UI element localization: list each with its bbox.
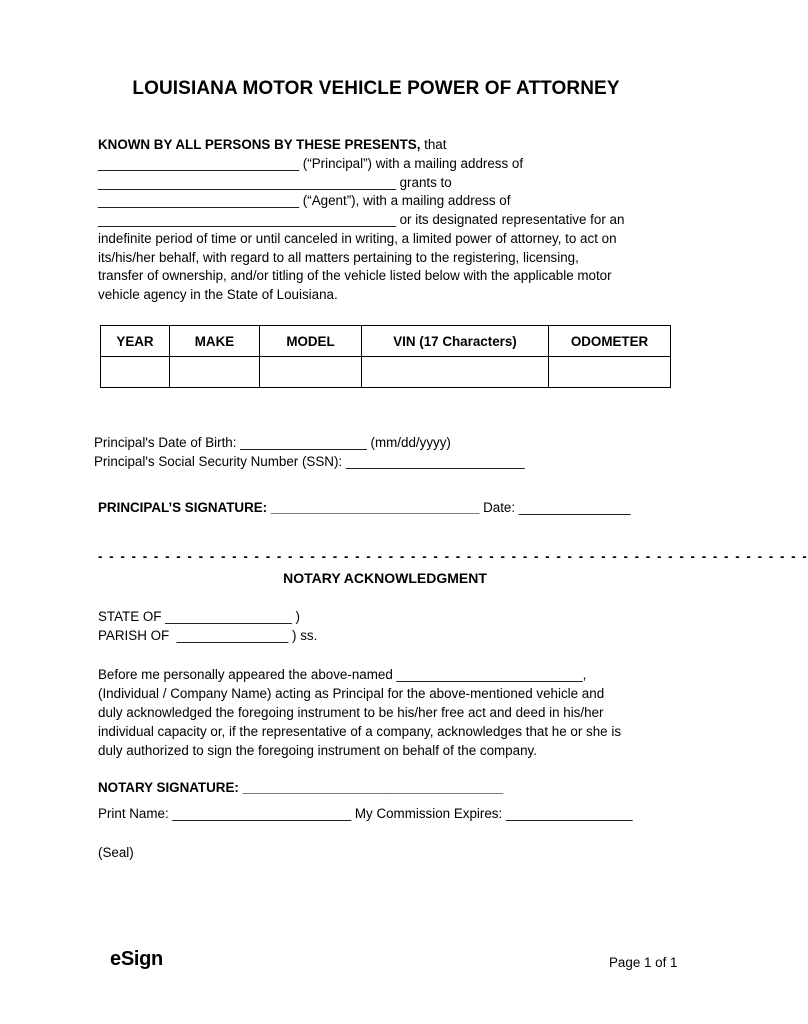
header-make: MAKE — [170, 326, 260, 357]
odometer-cell[interactable] — [549, 357, 671, 388]
header-model: MODEL — [260, 326, 362, 357]
intro-line-1-rest: that — [420, 137, 447, 152]
notary-body-line-3: duly acknowledged the foregoing instrument to be his/her free act and deed in his/her — [98, 705, 604, 720]
intro-line-9: vehicle agency in the State of Louisiana. — [98, 287, 338, 302]
esign-logo: eSign — [110, 948, 163, 970]
intro-line-1 — [98, 137, 446, 153]
notary-signature-line: NOTARY SIGNATURE: ___________________________________ — [98, 780, 504, 795]
page-number: Page 1 of 1 — [609, 955, 678, 970]
vin-cell[interactable] — [362, 357, 549, 388]
principal-signature-date: Date: _______________ — [479, 500, 631, 515]
notary-body-line-5: duly authorized to sign the foregoing instrument on behalf of the company. — [98, 743, 537, 758]
intro-line-5: ________________________________________ or its designated representative for an — [98, 212, 625, 227]
table-row — [101, 357, 671, 388]
intro-heading: KNOWN BY ALL PERSONS BY THESE PRESENTS, — [98, 137, 421, 152]
header-year: YEAR — [101, 326, 170, 357]
notary-title: NOTARY ACKNOWLEDGMENT — [283, 570, 487, 586]
principal-ssn-line: Principal's Social Security Number (SSN): ________________________ — [94, 454, 525, 469]
intro-line-7: its/his/her behalf, with regard to all matters pertaining to the registering, licensing, — [98, 250, 579, 265]
principal-dob-line: Principal's Date of Birth: _________________ (mm/dd/yyyy) — [94, 435, 451, 450]
notary-body-line-4: individual capacity or, if the representative of a company, acknowledges that he or she is — [98, 724, 622, 739]
vehicle-table — [100, 325, 671, 388]
notary-body-line-2: (Individual / Company Name) acting as Principal for the above-mentioned vehicle and — [98, 686, 605, 701]
year-cell[interactable] — [101, 357, 170, 388]
notary-print-name-line: Print Name: ________________________ My Commission Expires: _________________ — [98, 806, 633, 821]
notary-parish-line: PARISH OF _______________ ) ss. — [98, 628, 318, 643]
make-cell[interactable] — [170, 357, 260, 388]
principal-signature-label: PRINCIPAL’S SIGNATURE: ____________________________ — [98, 500, 480, 515]
principal-signature-line — [98, 500, 631, 516]
notary-body-line-1: Before me personally appeared the above-named _________________________, — [98, 667, 587, 682]
intro-line-3: ________________________________________ grants to — [98, 175, 452, 190]
intro-line-2: ___________________________ (“Principal”) with a mailing address of — [98, 156, 524, 171]
header-vin: VIN (17 Characters) — [362, 326, 549, 357]
vehicle-table-header-row — [101, 326, 671, 357]
section-divider: - - - - - - - - - - - - - - - - - - - - - - - - - - - - - - - - - - - - - - - - - - - - - - - - - - - - - - - - - - - - - - - - — [98, 549, 808, 564]
model-cell[interactable] — [260, 357, 362, 388]
intro-line-6: indefinite period of time or until canceled in writing, a limited power of attorney, to act on — [98, 231, 617, 246]
intro-line-4: ___________________________ (“Agent”), with a mailing address of — [98, 193, 511, 208]
notary-seal-label: (Seal) — [98, 845, 134, 860]
notary-state-line: STATE OF _________________ ) — [98, 609, 300, 624]
intro-line-8: transfer of ownership, and/or titling of the vehicle listed below with the applicable motor — [98, 268, 612, 283]
header-odometer: ODOMETER — [549, 326, 671, 357]
document-title: LOUISIANA MOTOR VEHICLE POWER OF ATTORNEY — [132, 78, 620, 99]
